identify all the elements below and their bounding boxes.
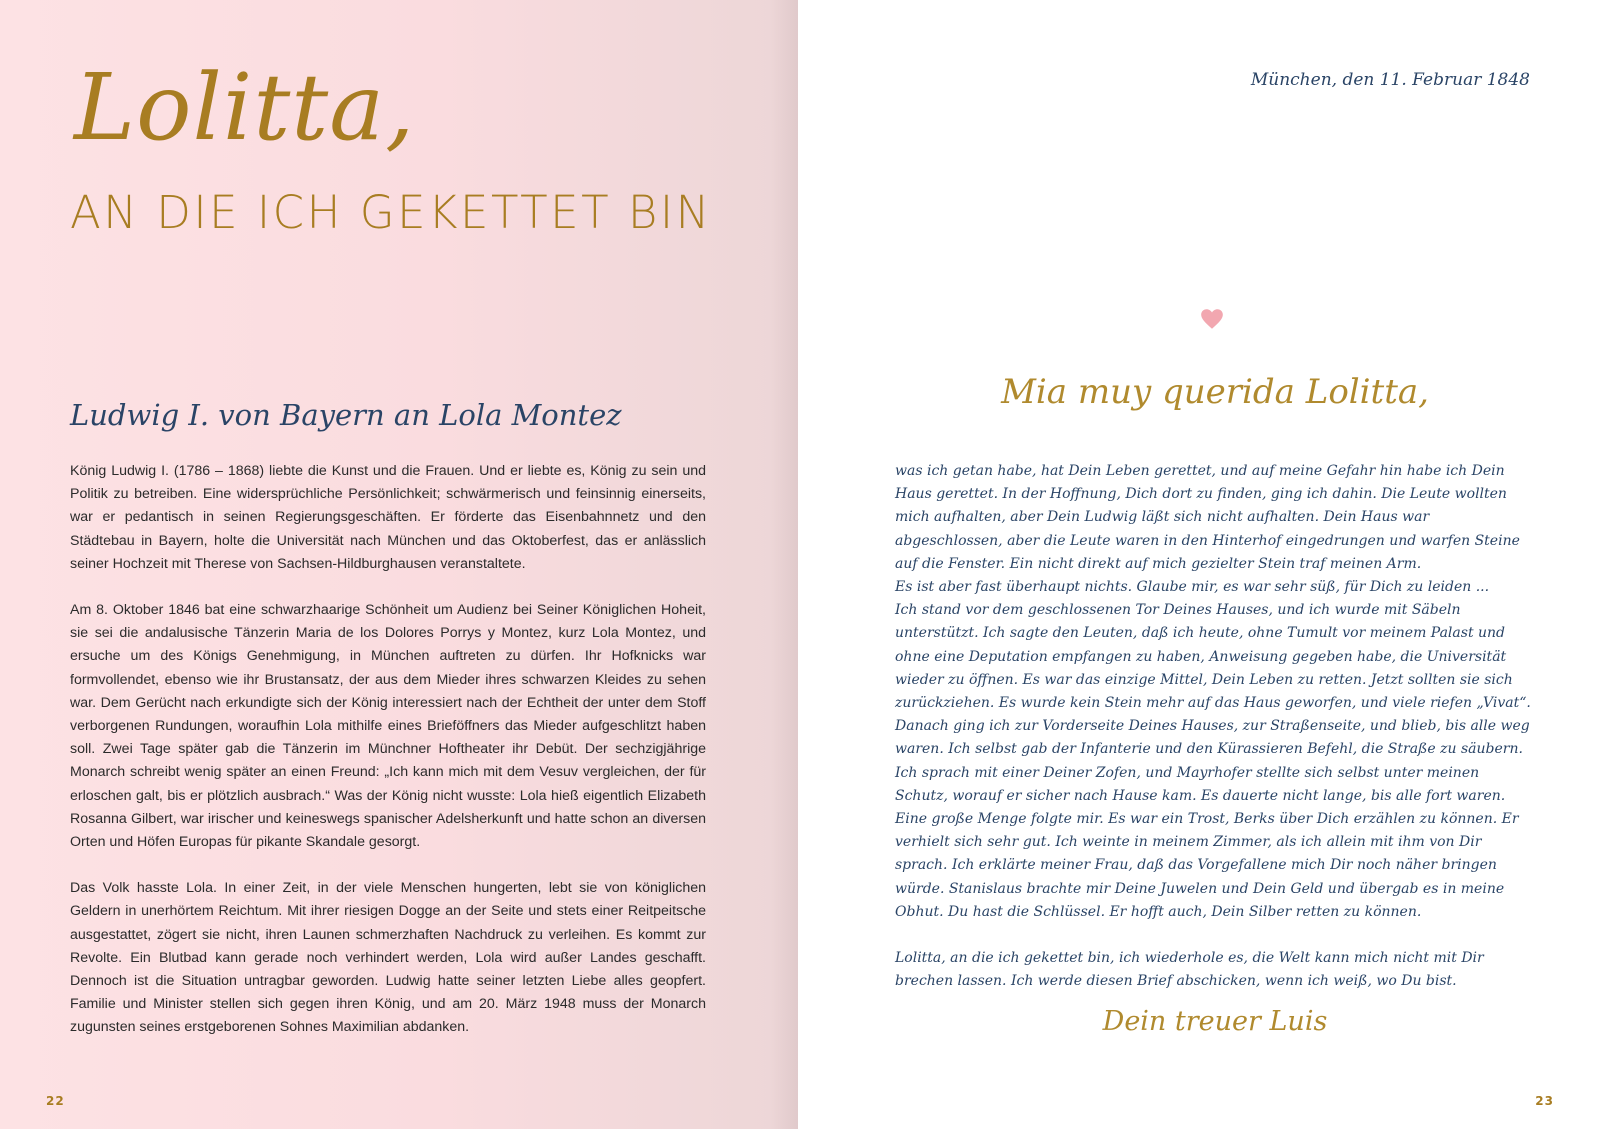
letter-signature: Dein treuer Luis — [1102, 1006, 1328, 1037]
intro-paragraph: König Ludwig I. (1786 – 1868) liebte die Kunst und die Frauen. Und er liebte es, König zu sein und Politik zu betreiben. Eine widersprüchliche Persönlichkeit; schwärmerisch und feinsinnig einerseits, war er pedantisch in seinen Regierungsgeschäften. Er förderte das Eisenbahnnetz und den Städtebau in Bayern, holte die Universität nach München und das Oktoberfest, das er anlässlich seiner Hochzeit mit Therese von Sachsen-Hildburghausen veranstaltete. — [70, 463, 706, 572]
left-page — [0, 0, 798, 1129]
letter-paragraph: was ich getan habe, hat Dein Leben gerettet, und auf meine Gefahr hin habe ich Dein Haus gerettet. In der Hoffnung, Dich dort zu finden, ging ich dahin. Die Leute wollten mich aufhalten, aber Dein Ludwig läßt sich nicht aufhalten. Dein Haus war abgeschlossen, aber die Leute waren in den Hinterhof eingedrungen und warfen Steine auf die Fenster. Ein nicht direkt auf mich gezielter Stein traf meinen Arm. — [895, 463, 1520, 572]
page-title-script: Lolitta, — [74, 54, 416, 161]
chapter-subtitle: Ludwig I. von Bayern an Lola Montez — [70, 398, 622, 432]
gutter-shadow — [770, 0, 798, 1129]
intro-body — [70, 460, 706, 1063]
page-title-caps: AN DIE ICH GEKETTET BIN — [70, 186, 712, 239]
letter-paragraph: Ich stand vor dem geschlossenen Tor Deines Hauses, und ich wurde mit Säbeln unterstützt. Ich sagte den Leuten, daß ich heute, ohne Tumult vor meinem Palast und ohne eine Deputation empfangen zu haben, Anweisung gegeben habe, die Universität wieder zu öffnen. Es war das einzige Mittel, Dein Leben zu retten. Jetzt sollten sie sich zurückziehen. Es wurde kein Stein mehr auf das Haus geworfen, und viele riefen „Vivat“. Danach ging ich zur Vorderseite Deines Hauses, zur Straßenseite, und blieb, bis alle weg waren. Ich selbst gab der Infanterie und den Kürassieren Befehl, die Straße zu säubern. Ich sprach mit einer Deiner Zofen, und Mayrhofer stellte sich selbst unter meinen Schutz, worauf er sicher nach Hause kam. Es dauerte nicht lange, bis alle fort waren. Eine große Menge folgte mir. Es war ein Trost, Berks über Dich erzählen zu können. Er verhielt sich sehr gut. Ich weinte in meinem Zimmer, als ich allein mit ihm von Dir sprach. Ich erklärte meiner Frau, daß das Vorgefallene mich Dir noch näher bringen würde. Stanislaus brachte mir Deine Juwelen und Dein Geld und übergab es in meine Obhut. Du hast die Schlüssel. Er hofft auch, Dein Silber retten zu können. — [895, 602, 1531, 920]
intro-paragraph: Am 8. Oktober 1846 bat eine schwarzhaarige Schönheit um Audienz bei Seiner Königlichen Hoheit, sie sei die andalusische Tänzerin Maria de los Dolores Porrys y Montez, kurz Lola Montez, und ersuche um des Königs Genehmigung, in München auftreten zu dürfen. Ihr Hofknicks war formvollendet, ebenso wie ihr Brustansatz, der aus dem Mieder ihres schwarzen Kleides zu sehen war. Dem Gerücht nach erkundigte sich der König interessiert nach der Echtheit der unter dem Stoff verborgenen Rundungen, woraufhin Lola mithilfe eines Brieföffners das Mieder aufgeschlitzt haben soll. Zwei Tage später gab die Tänzerin im Münchner Hoftheater ihr Debüt. Der sechzigjährige Monarch schreibt wenig später an einen Freund: „Ich kann mich mit dem Vesuv vergleichen, der für erloschen galt, bis er plötzlich ausbrach.“ Was der König nicht wusste: Lola hieß eigentlich Elizabeth Rosanna Gilbert, war irischer und keineswegs spanischer Adelsherkunft und hatte schon an diversen Orten und Höfen Europas für pikante Skandale gesorgt. — [70, 602, 706, 851]
letter-date: München, den 11. Februar 1848 — [1250, 70, 1530, 90]
page-number-left: 22 — [46, 1094, 65, 1108]
intro-paragraph: Das Volk hasste Lola. In einer Zeit, in der viele Menschen hungerten, lebt sie von königlichen Geldern in unerhörtem Reichtum. Mit ihrer riesigen Dogge an der Seite und stets einer Reitpeitsche ausgestattet, zögert sie nicht, ihren Launen schmerzhaften Nachdruck zu verleihen. Es kommt zur Revolte. Ein Blutbad kann gerade noch verhindert werden, Lola wird außer Landes geschafft. Dennoch ist die Situation untragbar geworden. Ludwig hatte seiner letzten Liebe alles geopfert. Familie und Minister stellen sich gegen ihren König, und am 20. März 1948 muss der Monarch zugunsten seines erstgeborenen Sohnes Maximilian abdanken. — [70, 880, 706, 1036]
letter-closing-paragraph: Lolitta, an die ich gekettet bin, ich wiederhole es, die Welt kann mich nicht mit Dir brechen lassen. Ich werde diesen Brief abschicken, wenn ich weiß, wo Du bist. — [895, 950, 1484, 990]
page-number-right: 23 — [1535, 1094, 1554, 1108]
letter-salutation: Mia muy querida Lolitta, — [1001, 372, 1429, 412]
letter-body — [895, 460, 1531, 993]
letter-paragraph: Es ist aber fast überhaupt nichts. Glaube mir, es war sehr süß, für Dich zu leiden ... — [895, 579, 1490, 596]
heart-icon — [1199, 306, 1225, 332]
